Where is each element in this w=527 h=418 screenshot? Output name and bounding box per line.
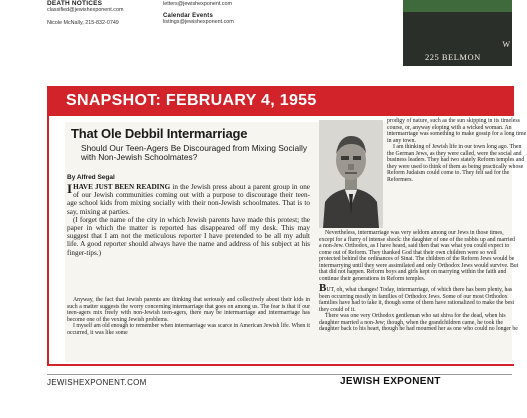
body-paragraph: I am thinking of Jewish life in our town long ago. Then the German Jews, as they were called, were the social and business leaders. They had two stately Reform temples and they were used to think of them as being practically whose Reform Judaism could come to. They felt sad for the Reformers. <box>387 144 525 183</box>
footer-publication: JEWISH EXPONENT <box>340 376 441 387</box>
ad-address: 225 BELMON <box>425 52 481 62</box>
contacts-column <box>163 0 273 25</box>
clipping-byline: By Alfred Segal <box>67 174 115 181</box>
snapshot-banner <box>49 86 514 116</box>
death-notices-email[interactable]: classified@jewishexponent.com <box>47 7 124 13</box>
lead-bold-text: HAVE JUST BEEN READING <box>73 183 171 191</box>
clipping-subtitle: Should Our Teen-Agers Be Discouraged from Mixing Socially with Non-Jewish Schoolmates? <box>81 143 308 162</box>
clipping-title: That Ole Debbil Intermarriage <box>71 126 248 141</box>
contact-line: Nicole McNally, 215-832-0749 <box>47 20 119 26</box>
lead-drop-cap: I <box>67 181 73 196</box>
footer-website[interactable]: JEWISHEXPONENT.COM <box>47 378 147 387</box>
body-paragraph: Anyway, the fact that Jewish parents are thinking that seriously and collectively about their kids in such a matter suggests the worry concerning intermarriage that goes on among us. The fear is that if our teen-agers mix freely with non-Jewish teen-agers, there may be intermarriage and intermarriage has become one of the vexing Jewish problems. <box>67 297 310 323</box>
footer-rule <box>47 374 512 375</box>
death-notices-title: DEATH NOTICES <box>47 0 103 7</box>
newspaper-clipping <box>65 118 527 362</box>
body-paragraph: prodigy of nature, such as the sun skipping in its timeless course, or, anyway eloping with a wicked woman. An intermarriage was something to make gossip for a long time in any town. <box>387 118 527 144</box>
ad-image-strip <box>403 0 512 12</box>
clipping-lead <box>67 183 310 257</box>
clipping-body-right-bottom <box>319 230 519 333</box>
drop-cap: B <box>319 282 327 294</box>
calendar-title: Calendar Events <box>163 13 214 19</box>
body-paragraph: Nevertheless, intermarriage was very seldom among our Jews in those times, except for a flurry of intense shock: the daughter of one of the rabbis up and married a non-Jew. Orthodox, as I have heard, said then that was what you could expect to come out of Reform. They thanked God that their own children were so well protected behind the ordinances of Sinai. The children of the Reform Jews would be intermarrying until they were assimilated and only Orthodox Jews would survive. But that did not happen. Reform boys and girls kept on marrying within the faith and continue their generations in Reform temples. <box>319 230 519 282</box>
snapshot-panel <box>47 86 527 366</box>
lead-text: in the Jewish press about a parent group in one of our Jewish communities coming out with a purpose to discourage their teen-age school kids from mixing socially with their non-Jewish schoolmates. That is to say, mixing at parties. <box>67 183 310 216</box>
portrait-image <box>319 120 383 228</box>
body-paragraph: I myself am old enough to remember when intermarriage was scarce in American Jewish life. When it occurred, it was like some <box>67 323 310 336</box>
body-paragraph: There was one very Orthodox gentleman who sat shiva for the dead, when his daughter married a non-Jew; though, when the grandchildren came, he took the daughter back to his heart, though he had mourned her as one who could no longer be <box>319 313 518 332</box>
clipping-body-left <box>67 297 310 336</box>
ad-fragment-text: W <box>502 40 510 49</box>
page-header <box>0 0 512 80</box>
lead-paragraph-2: (I forget the name of the city in which Jewish parents have made this protest; the paper in which the matter is reported has disappeared off my desk. This may suggest that I am not the meticulous reporter I have pretended to be all my adult life. A good reporter should always have the name and address of his subject at his finger-tips.) <box>67 215 310 257</box>
letters-email[interactable]: letters@jewishexponent.com <box>163 1 232 7</box>
drop-paragraph-text: UT, oh, what changes! Today, intermarriage, of which there has been plenty, has been occurring mostly in families of Orthodox Jews. Some of our most Orthodox families have had to take it, though some of them have rationalized to make the best they could of it. <box>319 287 515 313</box>
snapshot-banner-title: SNAPSHOT: FEBRUARY 4, 1955 <box>66 92 317 109</box>
body-paragraph-drop <box>319 282 519 313</box>
death-notices-column <box>47 0 157 26</box>
advertisement[interactable] <box>403 0 512 66</box>
author-portrait-photo <box>319 120 383 228</box>
calendar-email[interactable]: listings@jewishexponent.com <box>163 19 234 25</box>
clipping-body-right-top <box>387 118 527 183</box>
